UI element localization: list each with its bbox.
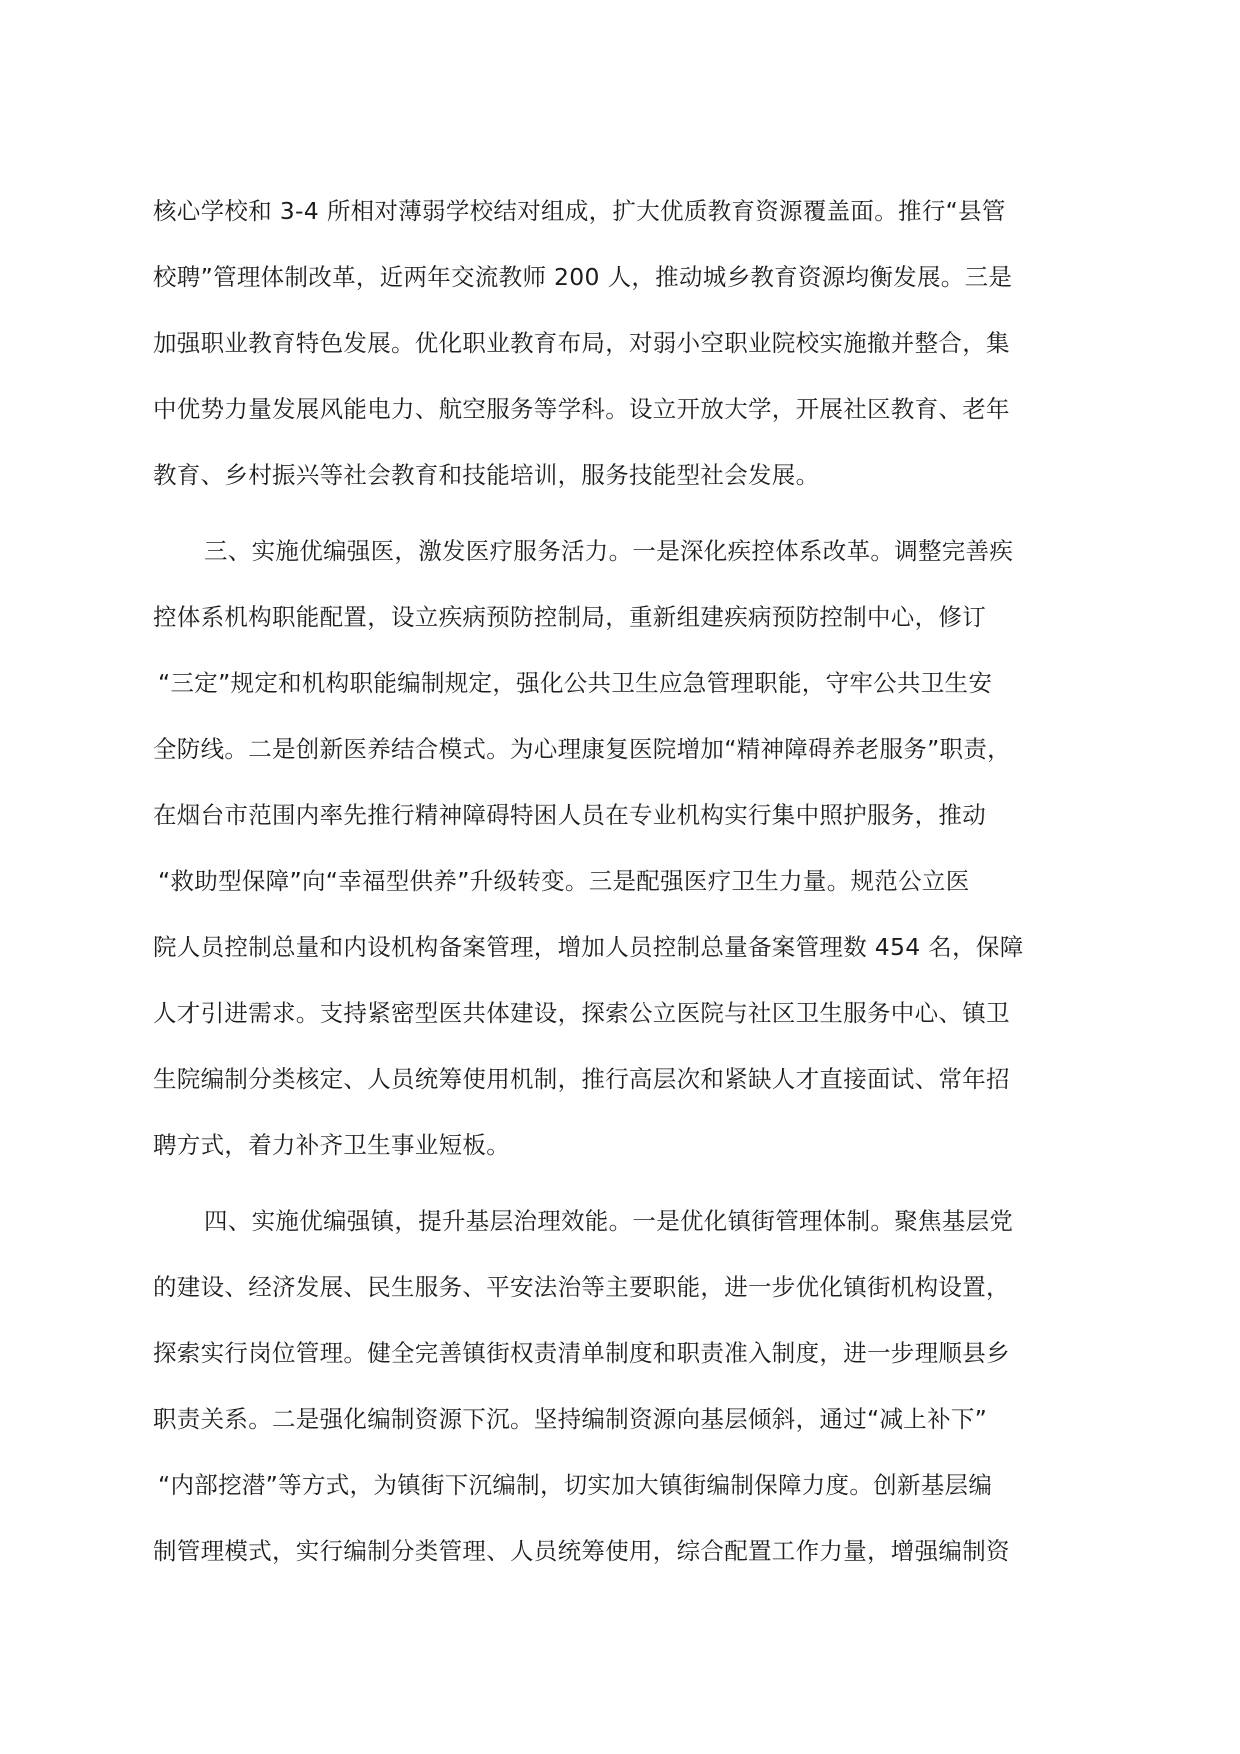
paragraph-2-line-8: 人才引进需求。支持紧密型医共体建设，探索公立医院与社区卫生服务中心、镇卫 xyxy=(153,999,1010,1027)
paragraph-2-line-4: 全防线。二是创新医养结合模式。为心理康复医院增加“精神障碍养老服务”职责， xyxy=(153,735,1011,763)
paragraph-3-line-6: 制管理模式，实行编制分类管理、人员统筹使用，综合配置工作力量，增强编制资 xyxy=(153,1537,1010,1565)
paragraph-2-line-7: 院人员控制总量和内设机构备案管理，增加人员控制总量备案管理数 454 名，保障 xyxy=(153,933,1024,961)
paragraph-2-line-6: “救助型保障”向“幸福型供养”升级转变。三是配强医疗卫生力量。规范公立医 xyxy=(158,867,970,895)
paragraph-2-line-10: 聘方式，着力补齐卫生事业短板。 xyxy=(153,1131,510,1159)
paragraph-1-line-4: 中优势力量发展风能电力、航空服务等学科。设立开放大学，开展社区教育、老年 xyxy=(153,395,1010,423)
paragraph-2-line-5: 在烟台市范围内率先推行精神障碍特困人员在专业机构实行集中照护服务，推动 xyxy=(153,801,986,829)
paragraph-2-line-9: 生院编制分类核定、人员统筹使用机制，推行高层次和紧缺人才直接面试、常年招 xyxy=(153,1065,1010,1093)
paragraph-2-line-3: “三定”规定和机构职能编制规定，强化公共卫生应急管理职能，守牢公共卫生安 xyxy=(158,669,993,697)
paragraph-3-line-3: 探索实行岗位管理。健全完善镇街权责清单制度和职责准入制度，进一步理顺县乡 xyxy=(153,1339,1010,1367)
paragraph-3-line-2: 的建设、经济发展、民生服务、平安法治等主要职能，进一步优化镇街机构设置， xyxy=(153,1273,1010,1301)
paragraph-3-line-4: 职责关系。二是强化编制资源下沉。坚持编制资源向基层倾斜，通过“减上补下” xyxy=(153,1405,988,1433)
paragraph-1-line-2: 校聘”管理体制改革，近两年交流教师 200 人，推动城乡教育资源均衡发展。三是 xyxy=(153,263,1013,291)
paragraph-1-line-1: 核心学校和 3-4 所相对薄弱学校结对组成，扩大优质教育资源覆盖面。推行“县管 xyxy=(153,197,1006,225)
paragraph-2-line-1: 三、实施优编强医，激发医疗服务活力。一是深化疾控体系改革。调整完善疾 xyxy=(204,537,1014,565)
paragraph-3-line-5: “内部挖潜”等方式，为镇街下沉编制，切实加大镇街编制保障力度。创新基层编 xyxy=(158,1471,993,1499)
paragraph-3-line-1: 四、实施优编强镇，提升基层治理效能。一是优化镇街管理体制。聚焦基层党 xyxy=(204,1207,1014,1235)
paragraph-2-line-2: 控体系机构职能配置，设立疾病预防控制局，重新组建疾病预防控制中心，修订 xyxy=(153,603,986,631)
paragraph-1-line-5: 教育、乡村振兴等社会教育和技能培训，服务技能型社会发展。 xyxy=(153,461,820,489)
paragraph-1-line-3: 加强职业教育特色发展。优化职业教育布局，对弱小空职业院校实施撤并整合，集 xyxy=(153,329,1010,357)
